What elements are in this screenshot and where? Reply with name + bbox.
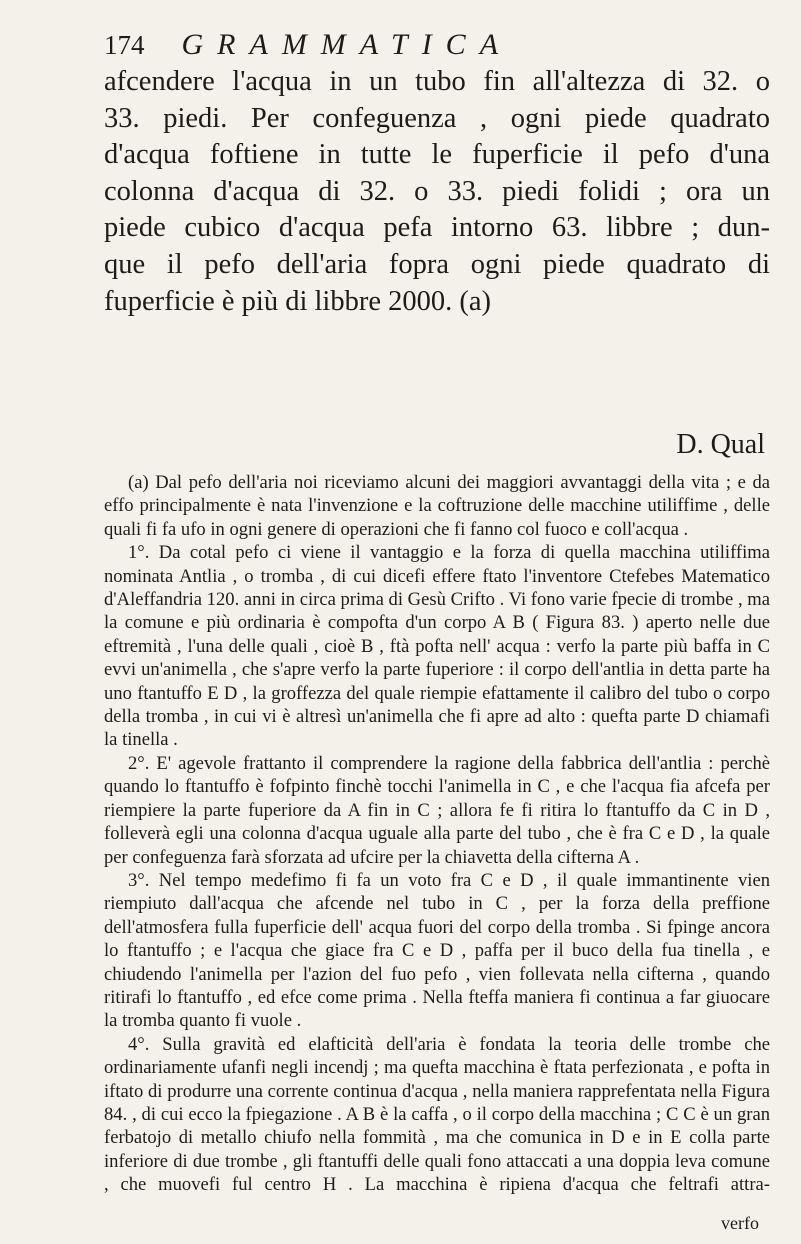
body-line: 33. piedi. Per confeguenza , ogni piede quadrato [104,102,770,134]
footnote-paragraph: (a) Dal pefo dell'aria noi riceviamo alcuni dei maggiori avvantaggi della vita ; e da effo principalmente è nata l'invenzione e la coftruzione delle macchine utiliffime , delle quali fi fa ufo in ogni genere di operazioni che fi fanno col fuoco e coll'acqua . [104,472,770,540]
section-catch: D. Qual [676,429,765,460]
body-line: colonna d'acqua di 32. o 33. piedi folidi ; ora un [104,175,770,207]
footnote-paragraph: 1°. Da cotal pefo ci viene il vantaggio e la forza di quella macchina utiliffima nominata Antlia , o tromba , di cui dicefi effere ftato l'inventore Ctefebes Matematico d'Aleffandria 120. anni in circa prima di Gesù Crifto . Vi fono varie fpecie di trombe , ma la comune e più ordinaria è compofta d'un corpo A B ( Figura 83. ) aperto nelle due eftremità , l'una delle quali , cioè B , ftà pofta nell' acqua : verfo la parte più baffa in C evvi un'animella , che s'apre verfo la parte fuperiore : il corpo dell'antlia in detta parte ha uno ftantuffo E D , la groffezza del quale riempie efattamente il calibro del tubo o corpo della tromba , in cui vi è altresì un'animella che fi apre ad alto : quefta parte D chiamafi la tinella . [104,542,770,751]
body-line: que il pefo dell'aria fopra ogni piede quadrato di [104,248,770,280]
body-line: afcendere l'acqua in un tubo fin all'altezza di 32. o [104,66,770,97]
page-number: 174 [104,30,145,60]
main-text [104,64,770,320]
running-header [104,28,764,62]
catchword: verfo [721,1213,759,1233]
footnote-paragraph: 3°. Nel tempo medefimo fi fa un voto fra C e D , il quale immantinente vien riempiuto dall'acqua che afcende nel tubo in C , per la forza della preffione dell'atmosfera fulla fuperficie dell' acqua fuori del corpo della tromba . Si fpinge ancora lo ftantuffo ; e l'acqua che giace fra C e D , paffa per il buco della fua tinella , e chiudendo l'animella per l'azion del fuo pefo , vien follevata nella cifterna , quando ritirafi lo ftantuffo , ed efce come prima . Nella fteffa maniera fi continua a far giuocare la tromba quanto fi vuole . [104,869,770,1032]
body-line: piede cubico d'acqua pefa intorno 63. libbre ; dun- [104,212,770,244]
footnotes [104,471,770,1197]
footnote-paragraph: 4°. Sulla gravità ed elafticità dell'aria è fondata la teoria delle trombe che ordinariamente ufanfi negli incendj ; ma quefta macchina è ftata perfezionata , e pofta in iftato di produrre una corrente continua d'acqua , nella maniera rapprefentata nella Figura 84. , di cui ecco la fpiegazione . A B è la caffa , o il corpo della macchina ; C C è un gran ferbatojo di metallo chiufo nella fommità , ma che comunica in D e in E colla parte inferiore di due trombe , gli ftantuffi delle quali fono attaccati a una doppia leva comune , che muovefi ful centro H . La macchina è ripiena d'acqua che feltrafi attra- [104,1033,770,1196]
running-title: GRAMMATICA [181,28,513,61]
body-line: d'acqua foftiene in tutte le fuperficie il pefo d'una [104,139,770,171]
body-line: fuperficie è più di libbre 2000. (a) [104,285,491,317]
footnote-paragraph: 2°. E' agevole frattanto il comprendere la ragione della fabbrica dell'antlia : perchè quando lo ftantuffo è fofpinto finchè tocchi l'animella in C , e che l'acqua fia afcefa per riempiere la parte fuperiore da A fin in C ; allora fe fi ritira lo ftantuffo da C in D , folleverà egli una colonna d'acqua uguale alla parte del tubo , che è fra C e D , la quale per confeguenza farà sforzata ad ufcire per la chiavetta della cifterna A . [104,752,770,868]
